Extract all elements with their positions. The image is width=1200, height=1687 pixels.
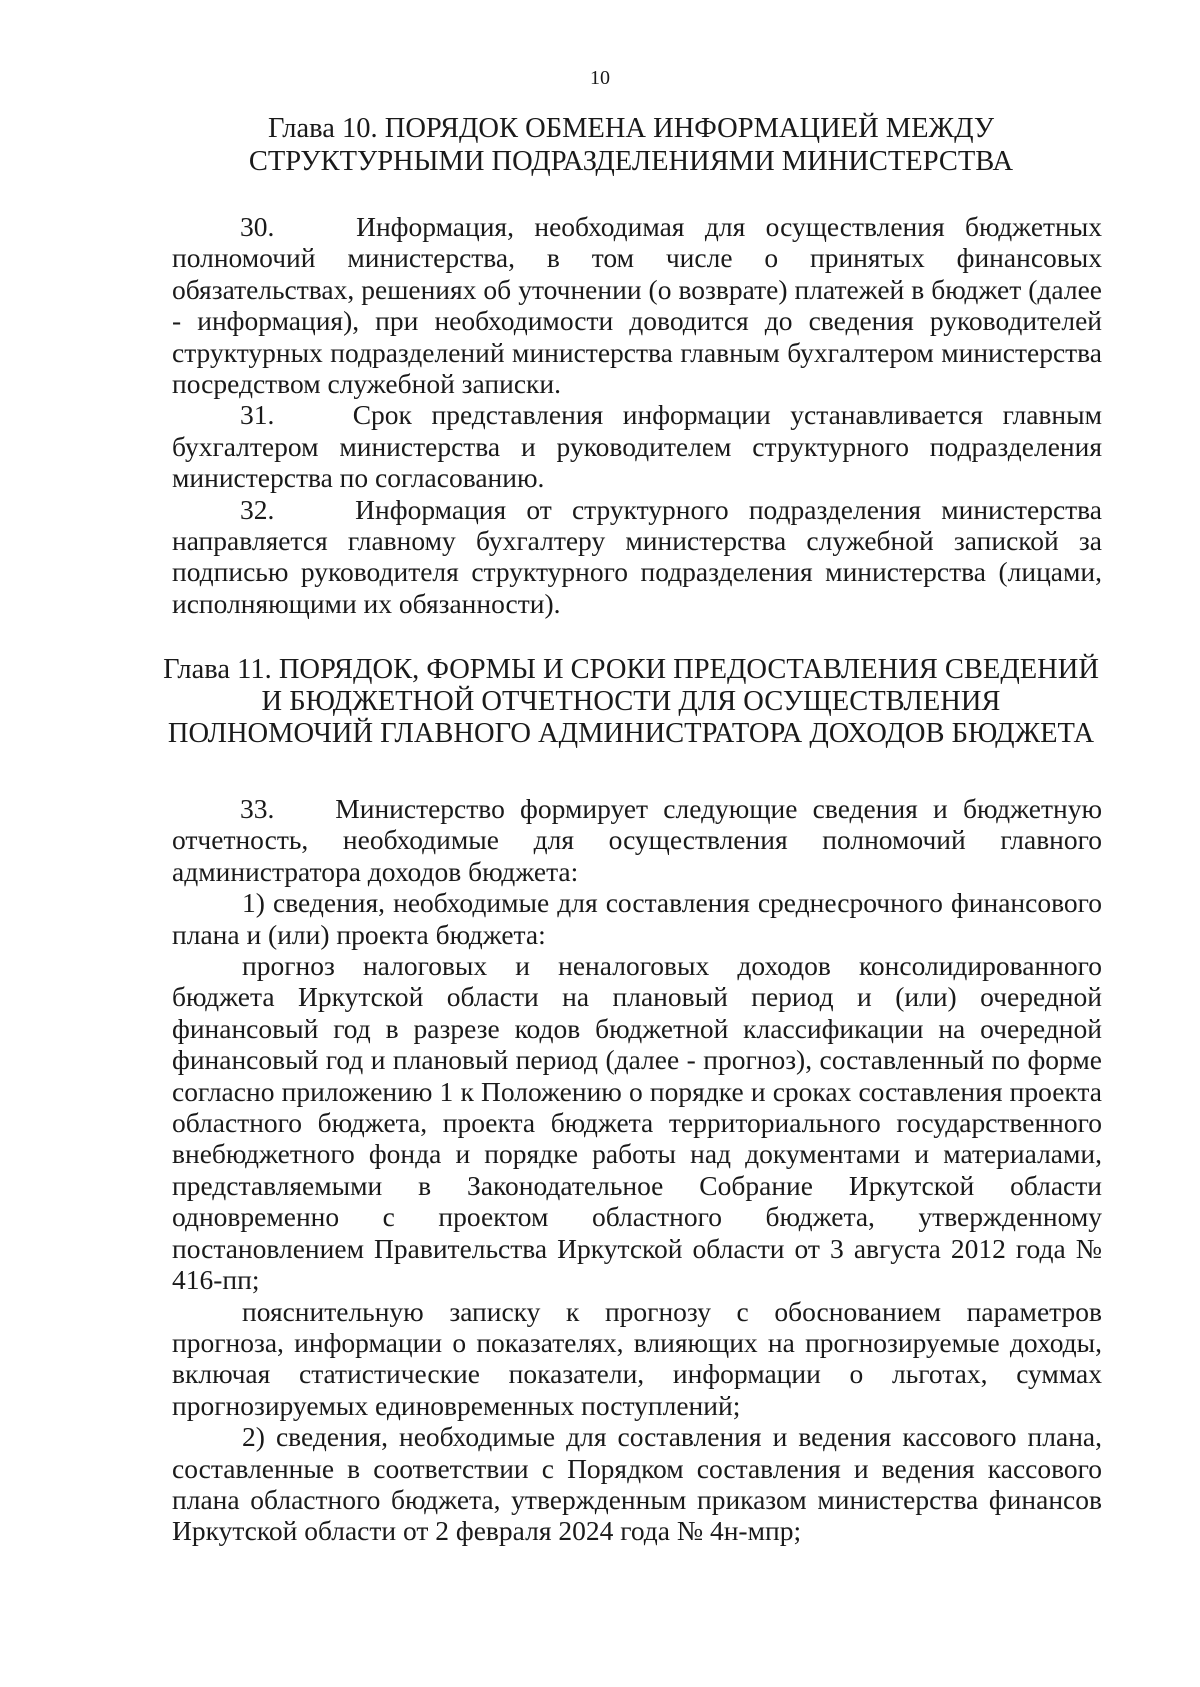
paragraph-30: 30. Информация, необходимая для осуществления бюджетных полномочий министерства, в том числе о принятых финансовых обязательствах, решениях об уточнении (о возврате) платежей в бюджет (далее - информация), при необходимости доводится до сведения руководителей структурных подразделений министерства главным бухгалтером министерства посредством служебной записки. [172, 211, 1102, 400]
chapter-10-body [172, 211, 1102, 619]
chapter-11-body [172, 793, 1102, 1547]
explanatory-note-paragraph: пояснительную записку к прогнозу с обоснованием параметров прогноза, информации о показателях, влияющих на прогнозируемые доходы, включая статистические показатели, информации о льготах, суммах прогнозируемых единовременных поступлений; [172, 1295, 1102, 1421]
chapter-11-heading [160, 654, 1102, 750]
chapter-11-heading-line-1: Глава 11. ПОРЯДОК, ФОРМЫ И СРОКИ ПРЕДОСТАВЛЕНИЯ СВЕДЕНИЙ [163, 654, 1099, 685]
forecast-paragraph: прогноз налоговых и неналоговых доходов консолидированного бюджета Иркутской области на плановый период и (или) очередной финансовый год в разрезе кодов бюджетной классификации на очередной финансовый год и плановый период (далее - прогноз), составленный по форме согласно приложению 1 к Положению о порядке и сроках составления проекта областного бюджета, проекта бюджета территориального государственного внебюджетного фонда и порядке работы над документами и материалами, представляемыми в Законодательное Собрание Иркутской области одновременно с проектом областного бюджета, утвержденному постановлением Правительства Иркутской области от 3 августа 2012 года № 416-пп; [172, 950, 1102, 1296]
paragraph-31: 31. Срок представления информации устанавливается главным бухгалтером министерства и руководителем структурного подразделения министерства по согласованию. [172, 399, 1102, 494]
list-item-1: 1) сведения, необходимые для составления среднесрочного финансового плана и (или) проекта бюджета: [172, 887, 1102, 950]
paragraph-33: 33. Министерство формирует следующие сведения и бюджетную отчетность, необходимые для осуществления полномочий главного администратора доходов бюджета: [172, 793, 1102, 887]
chapter-10-heading [160, 112, 1102, 178]
chapter-11-heading-line-3: ПОЛНОМОЧИЙ ГЛАВНОГО АДМИНИСТРАТОРА ДОХОДОВ БЮДЖЕТА [167, 718, 1095, 749]
chapter-11-heading-line-2: И БЮДЖЕТНОЙ ОТЧЕТНОСТИ ДЛЯ ОСУЩЕСТВЛЕНИЯ [261, 686, 1001, 717]
chapter-10-heading-line-1: Глава 10. ПОРЯДОК ОБМЕНА ИНФОРМАЦИЕЙ МЕЖДУ [267, 113, 995, 144]
paragraph-32: 32. Информация от структурного подразделения министерства направляется главному бухгалтеру министерства служебной запиской за подписью руководителя структурного подразделения министерства (лицами, исполняющими их обязанности). [172, 493, 1102, 619]
list-item-2: 2) сведения, необходимые для составления и ведения кассового плана, составленные в соответствии с Порядком составления и ведения кассового плана областного бюджета, утвержденным приказом министерства финансов Иркутской области от 2 февраля 2024 года № 4н-мпр; [172, 1421, 1102, 1547]
page-number: 10 [590, 67, 610, 89]
chapter-10-heading-line-2: СТРУКТУРНЫМИ ПОДРАЗДЕЛЕНИЯМИ МИНИСТЕРСТВА [248, 146, 1014, 177]
